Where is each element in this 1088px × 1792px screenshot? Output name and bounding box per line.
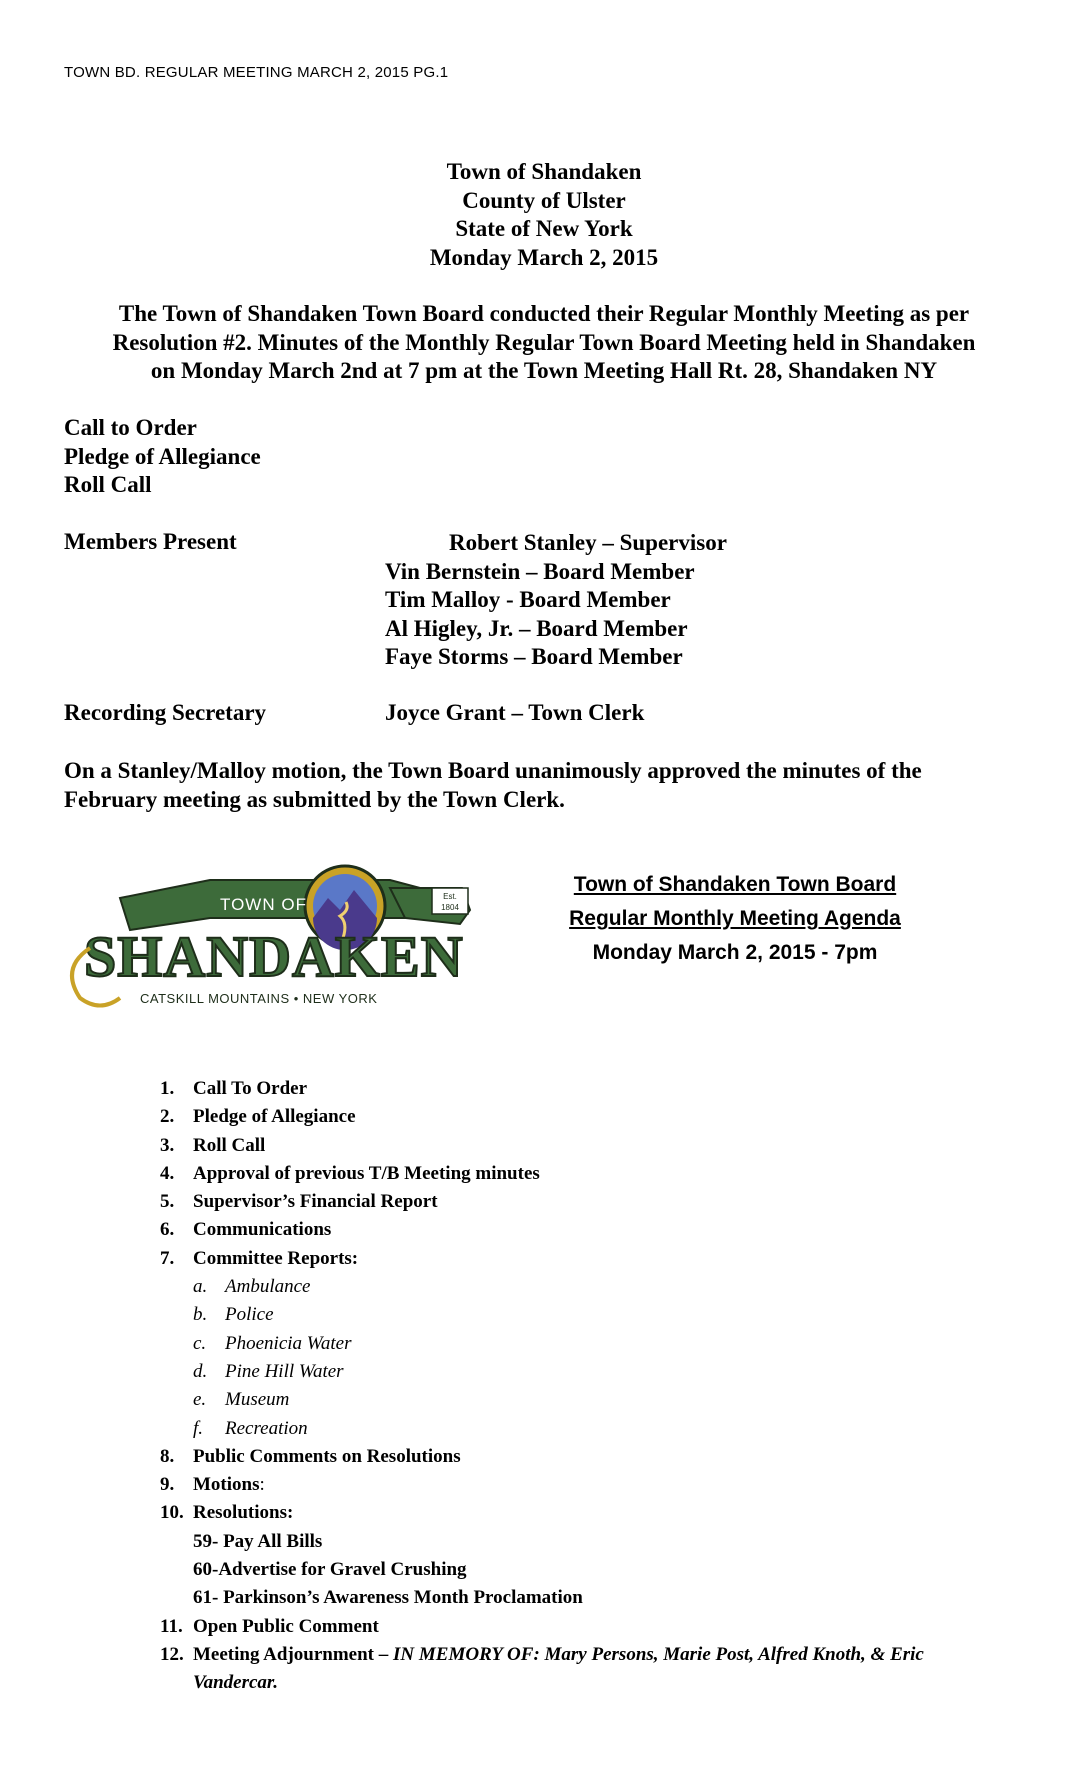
item-suffix: :: [259, 1474, 265, 1496]
motion-line: February meeting as submitted by the Town Clerk.: [64, 786, 565, 812]
item-number: 2.: [160, 1106, 175, 1128]
committee-letter: d.: [193, 1360, 208, 1382]
committee-item: [160, 1301, 1040, 1329]
item-number: 1.: [160, 1078, 175, 1099]
agenda-item: [160, 1132, 1040, 1160]
order-of-business: [64, 414, 261, 500]
agenda-subtitle: Regular Monthly Meeting Agenda: [569, 907, 901, 930]
item-text: Meeting Adjournment –: [193, 1643, 394, 1665]
running-head: TOWN BD. REGULAR MEETING MARCH 2, 2015 PG.1: [64, 64, 449, 81]
intro-line: Resolution #2. Minutes of the Monthly Regular Town Board Meeting held in Shandaken: [112, 329, 976, 355]
member-item: Faye Storms – Board Member: [385, 644, 683, 669]
committee-item: [160, 1415, 1040, 1443]
item-text: Committee Reports:: [193, 1247, 359, 1269]
committee-text: Phoenicia Water: [225, 1332, 352, 1354]
logo-year: 1804: [441, 903, 459, 912]
item-number: 7.: [160, 1247, 175, 1269]
logo-tagline: CATSKILL MOUNTAINS • NEW YORK: [140, 991, 378, 1006]
agenda-item: [160, 1471, 1040, 1499]
agenda-item: [160, 1160, 1040, 1188]
item-number: 4.: [160, 1162, 175, 1184]
resolution-item: 59- Pay All Bills: [193, 1530, 323, 1552]
committee-text: Recreation: [225, 1417, 308, 1439]
meeting-date: Monday March 2, 2015: [429, 244, 659, 270]
members-list: [385, 529, 727, 672]
agenda-title: Town of Shandaken Town Board: [573, 873, 897, 896]
committee-item: [160, 1273, 1040, 1301]
item-text: Approval of previous T/B Meeting minutes: [193, 1162, 540, 1184]
agenda-heading: [520, 868, 950, 970]
town-logo: [60, 858, 480, 1013]
intro-paragraph: [60, 300, 1028, 386]
adjournment-text: [193, 1641, 924, 1698]
committee-letter: c.: [193, 1332, 207, 1354]
agenda-item: [160, 1075, 1040, 1103]
resolution-item: 60-Advertise for Gravel Crushing: [193, 1559, 467, 1581]
county-name: County of Ulster: [462, 187, 626, 213]
member-item: Vin Bernstein – Board Member: [385, 558, 695, 584]
agenda-item: [160, 1613, 1040, 1641]
member-item: Al Higley, Jr. – Board Member: [385, 615, 688, 641]
committee-item: [160, 1358, 1040, 1386]
logo-est: Est.: [443, 892, 457, 901]
memorial-text-continued: Vandercar.: [193, 1672, 278, 1694]
pledge: Pledge of Allegiance: [64, 443, 261, 469]
logo-town-of: TOWN OF: [220, 895, 307, 914]
agenda-date: Monday March 2, 2015 - 7pm: [592, 941, 878, 964]
member-supervisor: Robert Stanley – Supervisor: [449, 530, 727, 555]
item-number: 5.: [160, 1191, 175, 1213]
town-name: Town of Shandaken: [446, 159, 642, 184]
committee-text: Pine Hill Water: [225, 1360, 344, 1382]
agenda-item: [160, 1216, 1040, 1244]
item-number: 8.: [160, 1445, 175, 1467]
item-text: Open Public Comment: [193, 1615, 379, 1637]
member-item: Tim Malloy - Board Member: [385, 587, 671, 612]
item-text: Communications: [193, 1219, 332, 1241]
committee-letter: f.: [193, 1417, 204, 1439]
committee-item: [160, 1330, 1040, 1358]
item-text: Roll Call: [193, 1134, 266, 1156]
item-text: Call To Order: [193, 1078, 308, 1099]
agenda-item: [160, 1245, 1040, 1273]
motion-paragraph: [64, 757, 1024, 814]
roll-call: Roll Call: [64, 472, 152, 497]
committee-letter: e.: [193, 1389, 207, 1411]
item-number: 9.: [160, 1474, 175, 1496]
state-name: State of New York: [455, 216, 633, 241]
agenda-item: [160, 1499, 1040, 1527]
item-number: 6.: [160, 1219, 175, 1241]
intro-line: on Monday March 2nd at 7 pm at the Town Meeting Hall Rt. 28, Shandaken NY: [150, 358, 938, 383]
memorial-text: IN MEMORY OF: Mary Persons, Marie Post, Alfred Knoth, & Eric: [393, 1643, 924, 1665]
agenda-list: [160, 1075, 1040, 1698]
item-number: 3.: [160, 1134, 175, 1156]
motion-line: On a Stanley/Malloy motion, the Town Board unanimously approved the minutes of the: [64, 758, 922, 783]
committee-item: [160, 1386, 1040, 1414]
committee-text: Ambulance: [225, 1276, 311, 1298]
item-number: 11.: [160, 1615, 183, 1637]
agenda-item: [160, 1641, 1040, 1698]
item-number: 10.: [160, 1502, 184, 1524]
logo-town-name: SHANDAKEN: [84, 924, 464, 989]
resolution-item: 61- Parkinson’s Awareness Month Proclamation: [193, 1587, 583, 1609]
recording-secretary-label: Recording Secretary: [64, 700, 267, 725]
item-number: 12.: [160, 1643, 184, 1665]
call-to-order: Call to Order: [64, 415, 197, 440]
committee-text: Museum: [225, 1389, 290, 1411]
intro-line: The Town of Shandaken Town Board conducted their Regular Monthly Meeting as per: [118, 301, 970, 326]
agenda-item: [160, 1188, 1040, 1216]
committee-text: Police: [225, 1304, 274, 1326]
committee-letter: a.: [193, 1276, 208, 1298]
committee-letter: b.: [193, 1304, 208, 1326]
title-block: [0, 158, 1088, 272]
agenda-item: [160, 1443, 1040, 1471]
members-present-label: Members Present: [64, 529, 237, 554]
recording-secretary-name: Joyce Grant – Town Clerk: [385, 700, 645, 725]
item-text: Public Comments on Resolutions: [193, 1445, 461, 1467]
item-text: Supervisor’s Financial Report: [193, 1191, 438, 1213]
item-text: Resolutions:: [193, 1502, 294, 1524]
agenda-item: [160, 1103, 1040, 1131]
item-text: Pledge of Allegiance: [193, 1106, 356, 1128]
item-text: Motions: [193, 1474, 260, 1496]
